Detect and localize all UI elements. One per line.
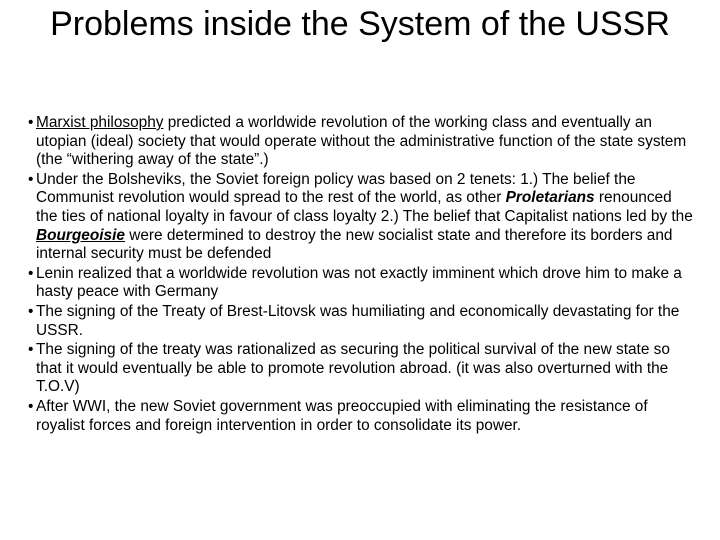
bullet-item: [28, 171, 696, 264]
bullet-item: [28, 114, 696, 170]
bullet-text: [36, 171, 696, 264]
slide-title: Problems inside the System of the USSR: [50, 5, 670, 43]
bullet-marker: •: [28, 341, 34, 359]
bullet-text-part: Under the Bolsheviks, the Soviet foreign policy was based on 2 tenets: 1.) The belief the Communist revolution would spread to the rest of the world, as other: [36, 170, 636, 207]
bullet-marker: •: [28, 114, 34, 131]
bullet-marker: •: [28, 264, 34, 282]
bullet-text: After WWI, the new Soviet government was preoccupied with eliminating the resistance of royalist forces and foreign intervention in order to consolidate its power.: [36, 397, 648, 434]
bullet-text: The signing of the treaty was rationalized as securing the political survival of the new state so that it would eventually be able to promote revolution abroad. (it was also overturned with the T.O.V): [36, 341, 670, 396]
bullet-marker: •: [28, 170, 34, 188]
bullet-text: The signing of the Treaty of Brest-Litovsk was humiliating and economically devastating for the USSR.: [36, 302, 680, 339]
bullet-text-part: were determined to destroy the new socialist state and therefore its borders and internal security must be defended: [36, 226, 673, 263]
proletarians-term: Proletarians: [505, 189, 595, 207]
bourgeoisie-term: Bourgeoisie: [36, 226, 125, 244]
bullet-item: [28, 265, 696, 302]
bullet-item: [28, 398, 696, 435]
marxist-philosophy-term: Marxist philosophy: [36, 114, 164, 131]
bullet-marker: •: [28, 302, 34, 320]
bullet-list: [28, 114, 696, 436]
bullet-text: Lenin realized that a worldwide revolution was not exactly imminent which drove him to make a hasty peace with Germany: [36, 264, 682, 301]
bullet-marker: •: [28, 397, 34, 415]
bullet-item: [28, 303, 696, 340]
bullet-text-part: renounced the ties of national loyalty in favour of class loyalty 2.) The belief that Capitalist nations led by the: [36, 189, 693, 225]
bullet-text-body: predicted a worldwide revolution of the working class and eventually an utopian (ideal) society that would operate without the administrative function of the state system (the “withering away of the state”.): [36, 114, 687, 169]
bullet-item: [28, 341, 696, 397]
bullet-text: [36, 114, 696, 170]
